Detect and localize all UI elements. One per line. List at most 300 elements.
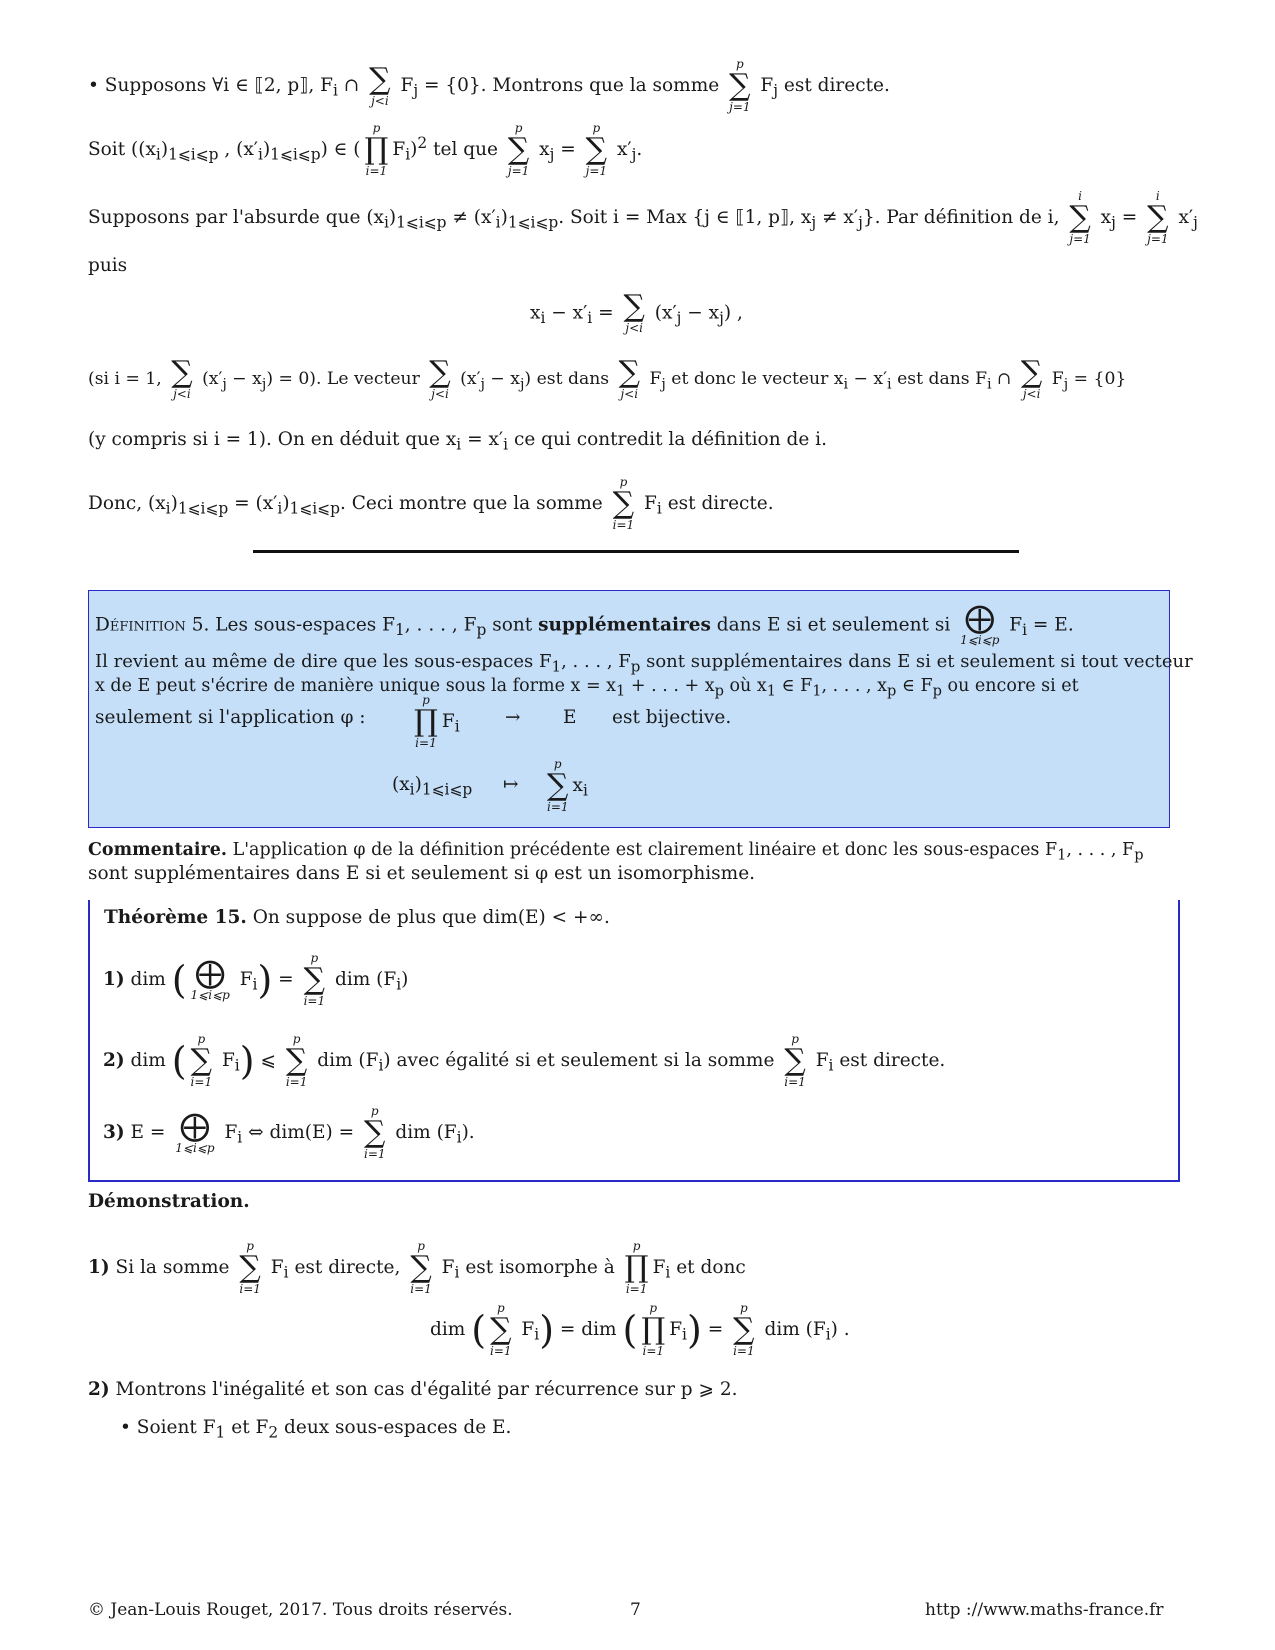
text: = {0}. Montrons que la somme (418, 75, 726, 96)
subscript: j (549, 145, 555, 164)
definition-map-element (392, 773, 472, 802)
sum-operator: ∑ j<i (171, 355, 193, 401)
text: ) (414, 774, 422, 795)
subscript: p (1134, 846, 1144, 864)
text: dim (F (311, 1050, 379, 1071)
proof-line-4 (88, 254, 127, 278)
text: Montrons l'inégalité et son cas d'égalité par récurrence sur p ⩾ 2. (109, 1379, 738, 1400)
sum-lower: j=1 (1069, 232, 1091, 246)
subscript: i (456, 435, 462, 454)
text: = (592, 302, 620, 324)
text: ≠ (x′ (446, 207, 496, 228)
page-number: 7 (630, 1600, 641, 1620)
text: , (x′ (218, 139, 258, 160)
subscript: i (887, 376, 892, 393)
subscript: i (843, 376, 849, 393)
subscript: i (165, 499, 171, 518)
sum-lower: j<i (1022, 387, 1041, 401)
subscript: i (582, 781, 588, 800)
subscript: i (409, 780, 415, 799)
text: (y compris si i = 1). On en déduit que x (88, 429, 457, 450)
prod-upper: p (372, 121, 381, 135)
sum-operator: p ∑ i=1 (190, 1032, 213, 1089)
text: ⩽ (254, 1050, 282, 1071)
sum-lower: i=1 (285, 1075, 308, 1089)
prod-lower: i=1 (415, 736, 437, 750)
sum-lower: j<i (620, 387, 639, 401)
text: . Ceci montre que la somme (339, 493, 609, 514)
text: F (754, 75, 774, 96)
subscript: j (1111, 213, 1116, 232)
sum-operator: ∑ j<i (1020, 355, 1043, 401)
subscript: 1 (551, 657, 562, 676)
sum-operator: ∑ j<i (369, 61, 391, 108)
text: F (809, 1050, 829, 1071)
sum-operator: i ∑ j=1 (1147, 189, 1169, 246)
text: x (1094, 207, 1112, 228)
text: + . . . + x (625, 676, 715, 696)
text: = (554, 139, 582, 160)
sum-operator: p ∑ i=1 (784, 1032, 806, 1089)
prod-upper: p (649, 1301, 658, 1315)
subscript: 1 (766, 682, 777, 700)
text: = x′ (461, 429, 504, 450)
definition-heading: Définition 5. (95, 614, 210, 636)
sum-operator: ∑ j<i (429, 355, 451, 401)
text: ) (388, 207, 397, 228)
text: E = (124, 1122, 172, 1143)
subscript: j (631, 145, 637, 164)
subscript: 1⩽i⩽p (177, 499, 229, 518)
text: ≠ x′ (816, 207, 859, 228)
text: = (x′ (228, 493, 278, 514)
subscript: i (237, 1128, 243, 1147)
text: F (392, 139, 406, 160)
sum-lower: j<i (371, 93, 389, 108)
text: • Soient F (120, 1417, 216, 1438)
text: F (1046, 369, 1064, 389)
text: F (638, 493, 657, 514)
definition-map-codomain (563, 706, 577, 730)
text: − x′ (545, 302, 588, 324)
text: − x (681, 302, 720, 324)
sum-lower: j<i (431, 387, 449, 401)
subscript: i (155, 145, 161, 164)
text: ) (160, 139, 169, 160)
text: = {0} (1068, 369, 1127, 389)
direct-sum-operator: ⨁ 1⩽i⩽p (175, 1108, 215, 1155)
prod-upper: p (632, 1239, 641, 1253)
definition-line-4 (95, 706, 366, 730)
text: sont supplémentaires dans E si et seulement si tout vecteur (640, 651, 1193, 672)
text: F (394, 75, 414, 96)
sum-upper: p (370, 1104, 379, 1118)
text: Donc, (x (88, 493, 166, 514)
sum-operator: p ∑ i=1 (364, 1104, 386, 1161)
text: F (652, 1257, 666, 1278)
definition-map-arrow (505, 706, 521, 730)
sum-upper: p (735, 57, 744, 71)
proof-line-2: Soit ($(x_i)_{1⩽i⩽p}$ , $(x'_i)_{1⩽i⩽p}$) ∈ ( p ∏ i=1 $F_i)^2$ tel que p ∑ j=1 $x_j$ = p ∑ j=1 $x'_j$. (88, 121, 643, 178)
prod-lower: i=1 (625, 1282, 648, 1296)
demo-line-4 (120, 1416, 511, 1445)
product-operator: p ∏ i=1 (414, 693, 438, 750)
text: est isomorphe à (459, 1257, 621, 1278)
proof-line-7 (88, 428, 827, 457)
subscript: j (261, 376, 267, 393)
definition-map-domain (410, 694, 460, 750)
text: − x (226, 369, 262, 389)
subscript: j (661, 376, 666, 393)
bold-term: supplémentaires (538, 614, 711, 636)
subscript: i (503, 435, 509, 454)
sum-upper: p (310, 951, 319, 965)
footer-url[interactable] (925, 1600, 1164, 1620)
subscript: i (252, 975, 258, 994)
comment-heading: Commentaire. (88, 840, 228, 860)
text: où x (723, 676, 767, 696)
subscript: i (828, 1056, 834, 1075)
proof-line-6 (88, 355, 1127, 401)
direct-sum-operator: ⨁ 1⩽i⩽p (190, 955, 230, 1002)
text: ) , (723, 302, 743, 324)
subscript: i (277, 499, 283, 518)
text: (si i = 1, (88, 369, 168, 389)
text: ∩ (337, 75, 366, 96)
text: ) avec égalité si et seulement si la somme (383, 1050, 781, 1071)
sum-operator: p ∑ i=1 (547, 757, 569, 814)
subscript: j (676, 309, 682, 328)
sum-upper: p (292, 1032, 301, 1046)
text: est directe. (778, 75, 890, 96)
text: x (572, 775, 583, 796)
sum-upper: p (197, 1032, 206, 1046)
text: ). (461, 1122, 475, 1143)
sum-upper: p (592, 121, 601, 135)
sum-lower: i=1 (547, 800, 569, 814)
sum-operator: p ∑ j=1 (507, 121, 530, 178)
text: (x′ (648, 302, 677, 324)
text: (x′ (196, 369, 223, 389)
text: E (563, 707, 577, 728)
direct-sum-operator: ⨁ 1⩽i⩽p (960, 601, 1000, 647)
dsum-lower: 1⩽i⩽p (190, 987, 230, 1002)
text: . Soit i = Max {j ∈ ⟦1, p⟧, x (558, 207, 812, 228)
prod-lower: i=1 (642, 1344, 665, 1358)
prod-lower: i=1 (365, 164, 388, 178)
subscript: 1⩽i⩽p (507, 213, 559, 232)
text: ((x (131, 139, 156, 160)
subscript: j (719, 309, 724, 328)
text: F (264, 1257, 284, 1278)
text: • Supposons ∀i ∈ ⟦2, p⟧, F (88, 75, 333, 96)
text: = dim (554, 1319, 623, 1340)
subscript: 1 (1057, 846, 1067, 864)
subscript: j (413, 81, 419, 100)
subscript: 1 (812, 682, 822, 700)
demo-heading-line (88, 1190, 250, 1214)
text: x′ (1172, 207, 1194, 228)
text: Il revient au même de dire que les sous-espaces F (95, 651, 552, 672)
text: dim (F (329, 969, 397, 990)
sum-lower: i=1 (490, 1344, 512, 1358)
footer-copyright (88, 1600, 513, 1620)
subscript: p (476, 621, 487, 640)
text: x′ (611, 139, 632, 160)
dsum-lower: 1⩽i⩽p (175, 1140, 215, 1155)
subscript: i (283, 1263, 289, 1282)
text: F (669, 1319, 683, 1340)
text: ) (262, 139, 271, 160)
subscript: i (656, 499, 662, 518)
text: Supposons par l'absurde que (x (88, 207, 384, 228)
text: On suppose de plus que dim(E) < +∞. (246, 907, 610, 928)
sum-operator: i ∑ j=1 (1069, 189, 1091, 246)
subscript: 1⩽i⩽p (396, 213, 447, 232)
subscript: i (332, 81, 338, 100)
definition-maps-to (503, 773, 519, 797)
text: F (643, 369, 662, 389)
text: F (218, 1122, 238, 1143)
sum-operator: p ∑ i=1 (733, 1301, 755, 1358)
theorem-item-2: 2) dim ( p ∑ i=1 $F_i$) ⩽ p ∑ i=1 dim $(F_i)$ avec égalité si et seulement si la somme p ∑ i=1 $F_i$ est directe. (103, 1032, 946, 1089)
text: dim (124, 969, 172, 990)
text: ⇔ dim(E) = (242, 1122, 360, 1143)
subscript: p (932, 682, 942, 700)
text: ∩ (991, 369, 1017, 389)
definition-line-1 (95, 601, 1074, 647)
text: Si la somme (109, 1257, 236, 1278)
sum-upper: p (791, 1032, 799, 1046)
subscript: j (1063, 376, 1069, 393)
sum-lower: i=1 (239, 1282, 261, 1296)
text: F (233, 969, 253, 990)
footer-page-number (630, 1600, 641, 1620)
item-number: 1) (103, 969, 125, 990)
sum-operator: p ∑ j=1 (585, 121, 608, 178)
copyright-text: © Jean-Louis Rouget, 2017. Tous droits réservés. (88, 1600, 513, 1620)
sum-upper: i (1078, 189, 1082, 203)
text: puis (88, 255, 128, 276)
text: et donc le vecteur x (665, 369, 844, 389)
product-operator: p ∏ i=1 (641, 1301, 666, 1358)
text: F (216, 1050, 235, 1071)
proof-display-equation (530, 289, 743, 335)
subscript: j (222, 376, 227, 393)
comment-line-2 (88, 862, 755, 886)
sum-operator: p ∑ i=1 (239, 1239, 261, 1296)
sum-lower: j=1 (729, 100, 751, 114)
arrow: → (505, 707, 521, 728)
definition-line-4-end (612, 706, 731, 730)
sum-operator: ∑ j<i (623, 289, 645, 335)
text: x de E peut s'écrire de manière unique sous la forme x = x (95, 676, 617, 696)
sum-lower: i=1 (410, 1282, 432, 1296)
text: = (701, 1319, 730, 1340)
subscript: i (454, 717, 460, 736)
text: }. Par définition de i, (862, 207, 1066, 228)
sum-upper: p (619, 475, 628, 489)
sum-lower: i=1 (364, 1147, 386, 1161)
sum-operator: p ∑ i=1 (490, 1301, 512, 1358)
subscript: i (665, 1263, 671, 1282)
sum-upper: p (553, 757, 562, 771)
text: et donc (670, 1257, 746, 1278)
text: , . . . , F (1066, 840, 1135, 860)
item-number: 2) (88, 1379, 110, 1400)
text: dans E si et seulement si (710, 614, 957, 636)
text: deux sous-espaces de E. (278, 1417, 512, 1438)
subscript: 1⩽i⩽p (289, 499, 340, 518)
text: dim (124, 1050, 172, 1071)
text: est directe. (833, 1050, 946, 1071)
subscript: 2 (268, 1423, 279, 1442)
subscript: j (1193, 213, 1198, 232)
sum-upper: p (417, 1239, 425, 1253)
subscript: i (1022, 621, 1028, 640)
text: Les sous-espaces F (209, 614, 395, 636)
text: est directe. (661, 493, 774, 514)
text: F (515, 1319, 535, 1340)
text: (x (392, 774, 410, 795)
text: = (1115, 207, 1144, 228)
demo-heading: Démonstration. (88, 1191, 250, 1212)
theorem-heading-line (104, 906, 610, 930)
sum-lower: i=1 (303, 994, 326, 1008)
subscript: j (811, 213, 817, 232)
sum-lower: j=1 (585, 164, 608, 178)
text: et F (225, 1417, 269, 1438)
text: seulement si l'application φ : (95, 707, 366, 728)
subscript: j (858, 213, 863, 232)
sum-lower: j<i (625, 321, 643, 335)
subscript: i (396, 975, 402, 994)
text: Soit (88, 139, 132, 160)
product-operator: p ∏ i=1 (624, 1239, 649, 1296)
text: ) (401, 969, 409, 990)
subscript: i (383, 213, 389, 232)
sum-lower: i=1 (190, 1075, 213, 1089)
text: . (636, 139, 643, 160)
sum-operator: p ∑ j=1 (729, 57, 751, 114)
prod-upper: p (422, 693, 430, 707)
text: dim (F (389, 1122, 457, 1143)
sum-upper: p (740, 1301, 748, 1315)
definition-line-3 (95, 674, 1079, 704)
subscript: i (682, 1325, 687, 1344)
text: x (530, 302, 541, 324)
subscript: i (540, 309, 546, 328)
text: L'application φ de la définition précédente est clairement linéaire et donc les sous-espaces F (227, 840, 1058, 860)
sum-lower: j<i (173, 387, 191, 401)
sum-operator: p ∑ i=1 (303, 951, 326, 1008)
text: = E. (1027, 614, 1074, 636)
sum-lower: i=1 (733, 1344, 755, 1358)
sum-operator: ∑ j<i (618, 355, 640, 401)
site-link[interactable]: http ://www.maths-france.fr (925, 1600, 1164, 1620)
text: dim (F (758, 1319, 826, 1340)
proof-line-3 (88, 190, 1198, 246)
mapsto-arrow: ↦ (503, 774, 519, 795)
sum-upper: p (496, 1301, 505, 1315)
subscript: i (825, 1325, 831, 1344)
item-number: 2) (103, 1050, 125, 1071)
text: ou encore si et (941, 676, 1079, 696)
text: tel que (427, 139, 504, 160)
theorem-heading: Théorème 15. (104, 907, 247, 928)
text: ) = 0). Le vecteur (266, 369, 426, 389)
demo-line-1 (88, 1240, 746, 1296)
sum-lower: i=1 (784, 1075, 806, 1089)
text: , . . . , x (821, 676, 888, 696)
text: est bijective. (612, 707, 732, 728)
subscript: j (480, 376, 485, 393)
sum-operator: p ∑ i=1 (612, 475, 635, 532)
text: − x (484, 369, 520, 389)
sum-upper: p (246, 1239, 254, 1253)
subscript: 1 (616, 682, 626, 700)
subscript: j (519, 376, 525, 393)
exponent: 2 (417, 133, 428, 152)
section-divider (253, 550, 1019, 553)
sum-lower: j=1 (1147, 232, 1169, 246)
sum-upper: p (514, 121, 523, 135)
item-number: 1) (88, 1257, 110, 1278)
text: ∈ F (776, 676, 813, 696)
text: , . . . , F (561, 651, 631, 672)
subscript: i (495, 213, 501, 232)
text: est directe, (288, 1257, 407, 1278)
subscript: i (454, 1263, 460, 1282)
sum-lower: j=1 (507, 164, 530, 178)
text: sont supplémentaires dans E si et seulement si φ est un isomorphisme. (88, 863, 756, 884)
text: ) est dans (524, 369, 615, 389)
proof-line-1 (88, 58, 890, 114)
subscript: i (534, 1325, 540, 1344)
subscript: 1⩽i⩽p (270, 145, 321, 164)
subscript: i (405, 145, 411, 164)
text: (x′ (454, 369, 481, 389)
text: x (533, 139, 550, 160)
text: ) (282, 493, 290, 514)
subscript: p (630, 657, 641, 676)
text: F (441, 711, 455, 732)
subscript: i (987, 376, 992, 393)
text: − x′ (848, 369, 888, 389)
subscript: i (258, 145, 263, 164)
subscript: p (714, 682, 724, 700)
text: = (272, 969, 300, 990)
text: ) (500, 207, 508, 228)
demo-line-3 (88, 1378, 738, 1402)
text: ) (170, 493, 178, 514)
subscript: i (456, 1128, 462, 1147)
text: dim (430, 1319, 472, 1340)
text: sont (486, 614, 539, 636)
theorem-item-1: 1) dim ( ⨁ 1⩽i⩽p $F_i$) = p ∑ i=1 dim $(F_i)$ (103, 951, 409, 1008)
item-number: 3) (103, 1122, 125, 1143)
proof-line-8 (88, 476, 774, 532)
text: , . . . , F (404, 614, 477, 636)
subscript: i (234, 1056, 240, 1075)
demo-display-equation: dim ( p ∑ i=1 $F_i$) = dim ( p ∏ i=1 $F_i$) = p ∑ i=1 dim $(F_i)$ . (430, 1301, 850, 1358)
text: ) ∈ (320, 139, 354, 160)
text: ) . (830, 1319, 850, 1340)
theorem-item-3 (103, 1105, 475, 1161)
text: ce qui contredit la définition de i. (508, 429, 827, 450)
dsum-lower: 1⩽i⩽p (960, 633, 1000, 647)
definition-map-image (543, 758, 588, 814)
